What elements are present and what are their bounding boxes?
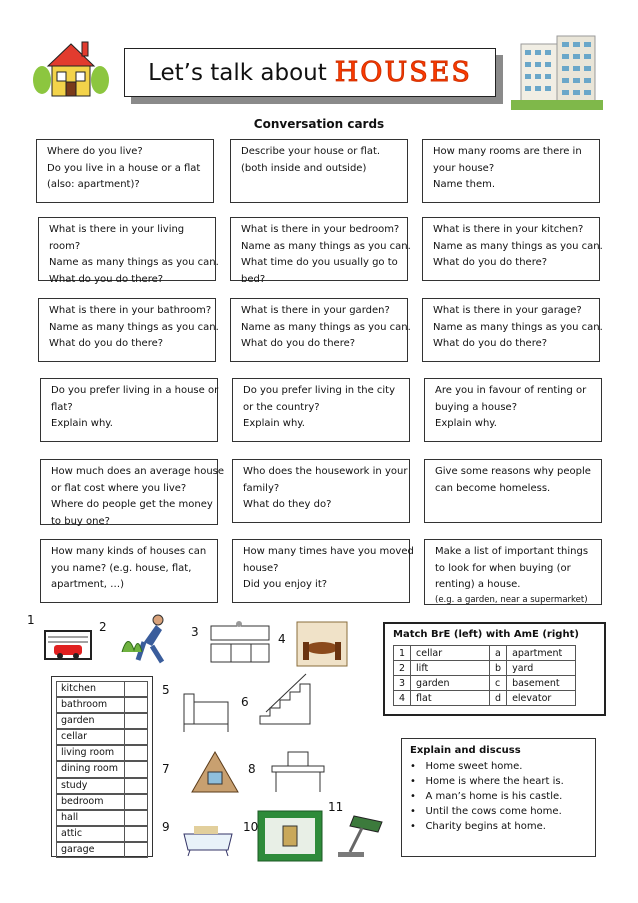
picture-number: 3 [191, 625, 199, 639]
bathroom-icon [180, 812, 236, 860]
picture-number: 9 [162, 820, 170, 834]
picture-number: 8 [248, 762, 256, 776]
answer-box[interactable] [124, 761, 148, 777]
list-item: • Until the cows come home. [410, 806, 562, 817]
list-item: • Charity begins at home. [410, 821, 546, 832]
kitchen-icon [209, 620, 271, 664]
conversation-card: How much does an average house or flat cost where you live? Where do people get the money to buy one? [40, 459, 218, 525]
conversation-card: Are you in favour of renting or buying a house? Explain why. [424, 378, 602, 442]
answer-box[interactable] [124, 697, 148, 713]
card-example-note: (e.g. a garden, near a supermarket) [435, 594, 588, 605]
conversation-card: What is there in your living room? Name as many things as you can. What do you do there? [38, 217, 216, 281]
room-vocabulary-list [51, 676, 153, 857]
answer-box[interactable] [124, 810, 148, 826]
conversation-card: What is there in your bedroom? Name as many things as you can. What time do you usually go to bed? [230, 217, 408, 281]
match-title: Match BrE (left) with AmE (right) [393, 629, 579, 640]
discuss-title: Explain and discuss [410, 745, 521, 756]
garage-icon [44, 630, 92, 660]
conversation-card: Describe your house or flat. (both inside and outside) [230, 139, 408, 203]
conversation-card: How many kinds of houses can you name? (e.g. house, flat, apartment, …) [40, 539, 218, 603]
list-item: kitchen [56, 681, 152, 697]
stairs-hall-icon [256, 668, 316, 728]
study-icon [268, 748, 328, 796]
list-item: attic [56, 826, 152, 842]
table-row: 4 flat d elevator [394, 691, 576, 706]
table-row: 3 garden c basement [394, 676, 576, 691]
conversation-card: Who does the housework in your family? What do they do? [232, 459, 410, 523]
table-row: 1 cellar a apartment [394, 646, 576, 661]
table-row: 2 lift b yard [394, 661, 576, 676]
list-item: • Home sweet home. [410, 761, 523, 772]
conversation-card: Where do you live? Do you live in a house or a flat (also: apartment)? [36, 139, 214, 203]
list-item: study [56, 778, 152, 794]
attic-icon [190, 748, 240, 794]
answer-box[interactable] [124, 745, 148, 761]
answer-box[interactable] [124, 842, 148, 858]
conversation-card: What is there in your kitchen? Name as many things as you can. What do you do there? [422, 217, 600, 281]
list-item: bedroom [56, 794, 152, 810]
house-clipart [30, 36, 112, 100]
gardener-icon [118, 612, 174, 666]
conversation-card: Give some reasons why people can become homeless. [424, 459, 602, 523]
dining-room-icon [295, 620, 349, 668]
cellar-icon [257, 810, 323, 862]
picture-number: 2 [99, 620, 107, 634]
list-item: • A man’s home is his castle. [410, 791, 563, 802]
list-item: bathroom [56, 697, 152, 713]
match-exercise [383, 622, 606, 716]
list-item: cellar [56, 729, 152, 745]
answer-box[interactable] [124, 713, 148, 729]
picture-number: 10 [243, 820, 259, 834]
conversation-card: What is there in your garage? Name as many things as you can. What do you do there? [422, 298, 600, 362]
conversation-card: What is there in your garden? Name as many things as you can. What do you do there? [230, 298, 408, 362]
picture-number: 7 [162, 762, 170, 776]
picture-number: 4 [278, 632, 286, 646]
apartment-building-clipart [511, 30, 603, 110]
lamp-icon [332, 812, 386, 860]
picture-number: 1 [27, 613, 35, 627]
list-item: garden [56, 713, 152, 729]
explain-discuss-box [401, 738, 596, 857]
conversation-card: How many rooms are there in your house? Name them. [422, 139, 600, 203]
title-topic: HOUSES [334, 57, 472, 88]
list-item: • Home is where the heart is. [410, 776, 564, 787]
picture-number: 11 [328, 800, 344, 814]
answer-box[interactable] [124, 681, 148, 697]
answer-box[interactable] [124, 729, 148, 745]
answer-box[interactable] [124, 778, 148, 794]
page-title [124, 48, 496, 97]
answer-box[interactable] [124, 826, 148, 842]
subtitle: Conversation cards [253, 117, 385, 131]
list-item: dining room [56, 761, 152, 777]
picture-number: 6 [241, 695, 249, 709]
bedroom-icon [178, 680, 234, 740]
conversation-card: What is there in your bathroom? Name as many things as you can. What do you do there? [38, 298, 216, 362]
list-item: hall [56, 810, 152, 826]
conversation-card: Make a list of important things to look for when buying (or renting) a house. (e.g. a garden, near a supermarket) [424, 539, 602, 605]
answer-box[interactable] [124, 794, 148, 810]
conversation-card: How many times have you moved house? Did you enjoy it? [232, 539, 410, 603]
picture-number: 5 [162, 683, 170, 697]
match-table [393, 645, 576, 706]
title-prefix: Let’s talk about [148, 59, 327, 86]
conversation-card: Do you prefer living in a house or flat? Explain why. [40, 378, 218, 442]
list-item: garage [56, 842, 152, 858]
list-item: living room [56, 745, 152, 761]
conversation-card: Do you prefer living in the city or the country? Explain why. [232, 378, 410, 442]
